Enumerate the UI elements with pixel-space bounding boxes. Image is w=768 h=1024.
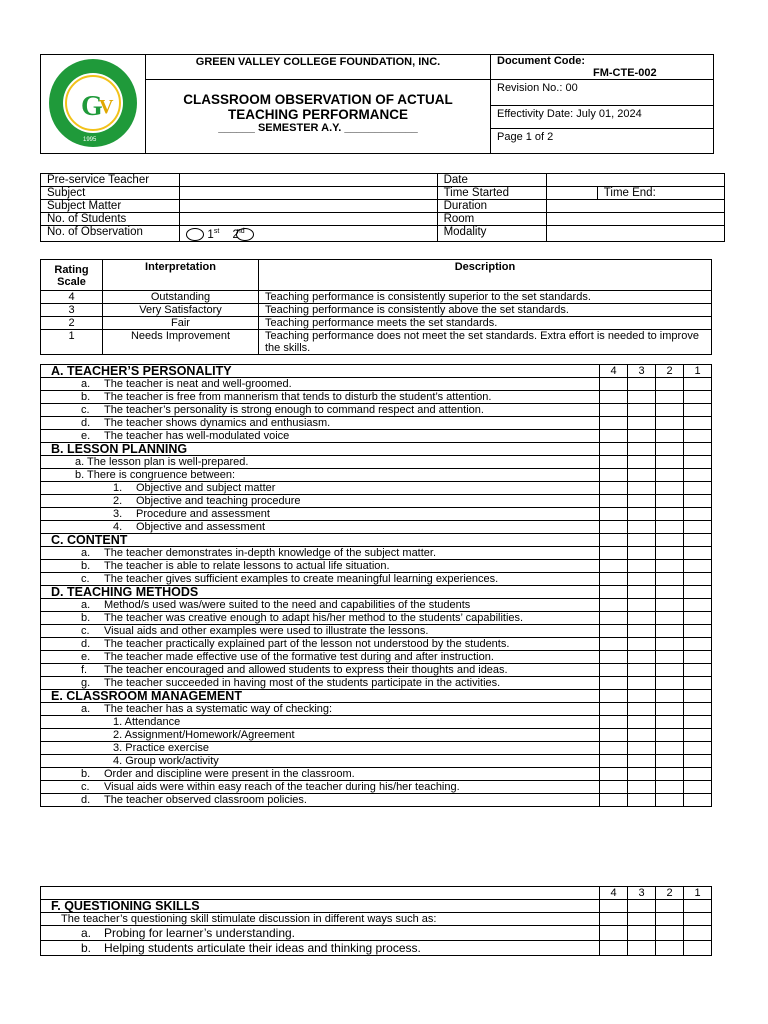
rating-description: Teaching performance is consistently above the set standards. — [259, 304, 712, 317]
rating-checkbox[interactable] — [656, 547, 684, 560]
criteria-item: c. Visual aids and other examples were used to illustrate the lessons. — [41, 625, 600, 638]
rating-interpretation: Outstanding — [103, 291, 259, 304]
criteria-item: a. The teacher is neat and well-groomed. — [41, 378, 600, 391]
criteria-item: f. The teacher encouraged and allowed students to express their thoughts and ideas. — [41, 664, 600, 677]
rating-checkbox[interactable] — [628, 599, 656, 612]
rating-checkbox[interactable] — [656, 612, 684, 625]
rating-checkbox[interactable] — [600, 755, 628, 768]
rating-checkbox[interactable] — [600, 638, 628, 651]
section-title: A. TEACHER’S PERSONALITY — [41, 365, 600, 378]
rating-checkbox[interactable] — [600, 690, 628, 703]
rating-checkbox[interactable] — [684, 926, 712, 941]
rating-checkbox[interactable] — [656, 651, 684, 664]
criteria-subitem: 1. Objective and subject matter — [41, 482, 600, 495]
criteria-table — [40, 364, 712, 807]
rating-checkbox[interactable] — [656, 926, 684, 941]
rating-checkbox[interactable] — [600, 404, 628, 417]
info-row — [41, 174, 725, 187]
criteria-item: d. The teacher observed classroom policies. — [41, 794, 600, 807]
rating-checkbox[interactable] — [684, 521, 712, 534]
rating-checkbox[interactable] — [628, 573, 656, 586]
criteria-row — [41, 768, 712, 781]
first-label: 1st — [207, 228, 220, 241]
rating-description: Teaching performance meets the set standards. — [259, 317, 712, 330]
scale-head: 2 — [656, 887, 684, 900]
info-label: Date — [437, 174, 546, 187]
info-row — [41, 187, 725, 200]
criteria-row — [41, 443, 712, 456]
criteria-item: c. The teacher gives sufficient examples to create meaningful learning experiences. — [41, 573, 600, 586]
rating-checkbox[interactable] — [656, 716, 684, 729]
questioning-skills-table — [40, 886, 712, 956]
criteria-row — [41, 534, 712, 547]
rating-checkbox[interactable] — [656, 755, 684, 768]
rating-checkbox[interactable] — [628, 677, 656, 690]
time-end-label[interactable]: Time End: — [597, 187, 724, 200]
rating-scale-header: Rating Scale — [41, 260, 103, 291]
rating-checkbox[interactable] — [684, 417, 712, 430]
rating-checkbox[interactable] — [628, 586, 656, 599]
rating-value: 3 — [41, 304, 103, 317]
info-label: Time Started — [437, 187, 546, 200]
rating-checkbox[interactable] — [600, 768, 628, 781]
info-row — [41, 200, 725, 213]
rating-checkbox[interactable] — [684, 677, 712, 690]
rating-checkbox[interactable] — [628, 625, 656, 638]
logo-cell — [41, 55, 146, 154]
criteria-item: a. Method/s used was/were suited to the need and capabilities of the students — [41, 599, 600, 612]
rating-checkbox[interactable] — [684, 443, 712, 456]
criteria-subitem: 4. Objective and assessment — [41, 521, 600, 534]
rating-checkbox[interactable] — [600, 534, 628, 547]
rating-checkbox[interactable] — [600, 430, 628, 443]
criteria-row — [41, 703, 712, 716]
rating-description: Teaching performance does not meet the set standards. Extra effort is needed to improve the skills. — [259, 330, 712, 355]
rating-checkbox[interactable] — [628, 378, 656, 391]
rating-checkbox[interactable] — [656, 521, 684, 534]
rating-checkbox[interactable] — [656, 781, 684, 794]
criteria-row — [41, 742, 712, 755]
rating-checkbox[interactable] — [684, 742, 712, 755]
criteria-item: b. There is congruence between: — [41, 469, 600, 482]
semester-line: ______ SEMESTER A.Y. ____________ — [218, 122, 418, 134]
rating-checkbox[interactable] — [684, 781, 712, 794]
criteria-row — [41, 716, 712, 729]
rating-checkbox[interactable] — [628, 430, 656, 443]
rating-checkbox[interactable] — [600, 742, 628, 755]
rating-checkbox[interactable] — [600, 651, 628, 664]
rating-checkbox[interactable] — [600, 469, 628, 482]
rating-checkbox[interactable] — [684, 560, 712, 573]
rating-checkbox[interactable] — [656, 560, 684, 573]
info-value-field[interactable] — [546, 200, 724, 213]
rating-checkbox[interactable] — [600, 482, 628, 495]
rating-checkbox[interactable] — [656, 900, 684, 913]
criteria-item: d. The teacher shows dynamics and enthusiasm. — [41, 417, 600, 430]
rating-checkbox[interactable] — [656, 404, 684, 417]
rating-checkbox[interactable] — [684, 703, 712, 716]
rating-scale-table — [40, 259, 712, 355]
rating-checkbox[interactable] — [684, 913, 712, 926]
section-title: F. QUESTIONING SKILLS — [41, 900, 600, 913]
info-value-field[interactable] — [180, 187, 437, 200]
rating-checkbox[interactable] — [684, 638, 712, 651]
rating-checkbox[interactable] — [684, 612, 712, 625]
rating-checkbox[interactable] — [684, 586, 712, 599]
rating-checkbox[interactable] — [600, 625, 628, 638]
logo-letter-g: G — [81, 91, 103, 122]
rating-checkbox[interactable] — [628, 443, 656, 456]
info-value-field[interactable] — [546, 174, 724, 187]
rating-checkbox[interactable] — [656, 768, 684, 781]
criteria-row — [41, 690, 712, 703]
rating-checkbox[interactable] — [628, 913, 656, 926]
time-started-field[interactable] — [546, 187, 597, 200]
form-title-line1: CLASSROOM OBSERVATION OF ACTUAL — [183, 92, 453, 107]
rating-row — [41, 304, 712, 317]
criteria-item: d. The teacher practically explained part of the lesson not understood by the students. — [41, 638, 600, 651]
form-title-line2: TEACHING PERFORMANCE — [227, 107, 408, 122]
criteria-row — [41, 404, 712, 417]
rating-checkbox[interactable] — [684, 391, 712, 404]
info-value-field[interactable] — [180, 174, 437, 187]
info-value-field[interactable] — [546, 226, 724, 242]
rating-checkbox[interactable] — [656, 664, 684, 677]
rating-checkbox[interactable] — [656, 625, 684, 638]
criteria-subitem: 3. Procedure and assessment — [41, 508, 600, 521]
criteria-item: a. The teacher has a systematic way of checking: — [41, 703, 600, 716]
criteria-row — [41, 482, 712, 495]
rating-checkbox[interactable] — [600, 599, 628, 612]
rating-checkbox[interactable] — [656, 417, 684, 430]
scale-head: 4 — [600, 887, 628, 900]
rating-checkbox[interactable] — [628, 456, 656, 469]
rating-checkbox[interactable] — [684, 534, 712, 547]
rating-checkbox[interactable] — [656, 482, 684, 495]
rating-checkbox[interactable] — [600, 456, 628, 469]
criteria-subitem: 4. Group work/activity — [41, 755, 600, 768]
section-header-row — [41, 365, 712, 378]
criteria-item: b. Order and discipline were present in the classroom. — [41, 768, 600, 781]
section-title: E. CLASSROOM MANAGEMENT — [41, 690, 600, 703]
criteria-item: g. The teacher succeeded in having most of the students participate in the activities. — [41, 677, 600, 690]
criteria-row — [41, 508, 712, 521]
criteria-item: e. The teacher has well-modulated voice — [41, 430, 600, 443]
rating-checkbox[interactable] — [628, 703, 656, 716]
criteria-item: a. Probing for learner’s understanding. — [41, 926, 600, 941]
info-label: Subject Matter — [41, 200, 180, 213]
rating-checkbox[interactable] — [684, 625, 712, 638]
rating-checkbox[interactable] — [656, 586, 684, 599]
rating-checkbox[interactable] — [656, 677, 684, 690]
rating-checkbox[interactable] — [684, 794, 712, 807]
rating-checkbox[interactable] — [684, 495, 712, 508]
criteria-row — [41, 573, 712, 586]
rating-checkbox[interactable] — [600, 378, 628, 391]
rating-row — [41, 317, 712, 330]
rating-checkbox[interactable] — [600, 664, 628, 677]
criteria-row — [41, 469, 712, 482]
rating-checkbox[interactable] — [600, 547, 628, 560]
rating-checkbox[interactable] — [600, 703, 628, 716]
rating-checkbox[interactable] — [600, 612, 628, 625]
scale-head: 4 — [600, 365, 628, 378]
rating-checkbox[interactable] — [684, 941, 712, 956]
rating-checkbox[interactable] — [656, 729, 684, 742]
criteria-row — [41, 794, 712, 807]
rating-checkbox[interactable] — [628, 664, 656, 677]
criteria-row — [41, 729, 712, 742]
form-title-cell — [146, 80, 491, 154]
rating-value: 1 — [41, 330, 103, 355]
criteria-row — [41, 495, 712, 508]
college-seal-logo — [41, 55, 145, 150]
rating-checkbox[interactable] — [628, 560, 656, 573]
info-label: Subject — [41, 187, 180, 200]
criteria-row — [41, 625, 712, 638]
rating-checkbox[interactable] — [628, 768, 656, 781]
rating-checkbox[interactable] — [628, 755, 656, 768]
rating-checkbox[interactable] — [600, 560, 628, 573]
rating-checkbox[interactable] — [628, 941, 656, 956]
rating-checkbox[interactable] — [628, 638, 656, 651]
rating-checkbox[interactable] — [600, 443, 628, 456]
criteria-row — [41, 599, 712, 612]
rating-checkbox[interactable] — [600, 913, 628, 926]
info-label: No. of Students — [41, 213, 180, 226]
rating-checkbox[interactable] — [656, 941, 684, 956]
rating-checkbox[interactable] — [628, 781, 656, 794]
rating-checkbox[interactable] — [684, 573, 712, 586]
rating-interpretation: Fair — [103, 317, 259, 330]
rating-checkbox[interactable] — [628, 469, 656, 482]
logo-letter-v: V — [99, 96, 114, 118]
rating-checkbox[interactable] — [600, 573, 628, 586]
rating-checkbox[interactable] — [684, 508, 712, 521]
rating-row — [41, 291, 712, 304]
rating-checkbox[interactable] — [628, 534, 656, 547]
criteria-row — [41, 781, 712, 794]
rating-checkbox[interactable] — [684, 378, 712, 391]
rating-checkbox[interactable] — [684, 599, 712, 612]
rating-description: Teaching performance is consistently superior to the set standards. — [259, 291, 712, 304]
criteria-item: b. The teacher is free from mannerism that tends to disturb the student’s attention. — [41, 391, 600, 404]
rating-checkbox[interactable] — [684, 900, 712, 913]
rating-checkbox[interactable] — [628, 612, 656, 625]
doc-code-label: Document Code: — [497, 55, 585, 67]
radio-first-observation[interactable] — [186, 228, 204, 241]
criteria-item: a. The lesson plan is well-prepared. — [41, 456, 600, 469]
criteria-row — [41, 456, 712, 469]
rating-checkbox[interactable] — [656, 456, 684, 469]
interpretation-header: Interpretation — [103, 260, 259, 291]
rating-interpretation: Needs Improvement — [103, 330, 259, 355]
info-value-field[interactable] — [180, 200, 437, 213]
rating-checkbox[interactable] — [656, 573, 684, 586]
rating-checkbox[interactable] — [628, 900, 656, 913]
rating-checkbox[interactable] — [684, 664, 712, 677]
rating-checkbox[interactable] — [628, 482, 656, 495]
rating-checkbox[interactable] — [656, 913, 684, 926]
criteria-item: c. Visual aids were within easy reach of the teacher during his/her teaching. — [41, 781, 600, 794]
rating-interpretation: Very Satisfactory — [103, 304, 259, 317]
rating-checkbox[interactable] — [600, 521, 628, 534]
rating-checkbox[interactable] — [600, 729, 628, 742]
rating-checkbox[interactable] — [684, 690, 712, 703]
info-row — [41, 213, 725, 226]
rating-checkbox[interactable] — [600, 900, 628, 913]
section-intro: The teacher’s questioning skill stimulate discussion in different ways such as: — [41, 913, 600, 926]
criteria-row — [41, 430, 712, 443]
rating-checkbox[interactable] — [628, 508, 656, 521]
rating-checkbox[interactable] — [656, 638, 684, 651]
rating-checkbox[interactable] — [656, 599, 684, 612]
rating-checkbox[interactable] — [684, 404, 712, 417]
criteria-item: b. The teacher was creative enough to adapt his/her method to the students’ capabilities. — [41, 612, 600, 625]
rating-checkbox[interactable] — [684, 768, 712, 781]
info-value-field[interactable] — [546, 213, 724, 226]
scale-head: 1 — [684, 365, 712, 378]
radio-second-observation[interactable] — [236, 228, 254, 241]
section-title: D. TEACHING METHODS — [41, 586, 600, 599]
rating-checkbox[interactable] — [656, 742, 684, 755]
criteria-item: e. The teacher made effective use of the formative test during and after instruction. — [41, 651, 600, 664]
info-label: Pre-service Teacher — [41, 174, 180, 187]
criteria-item: b. Helping students articulate their ideas and thinking process. — [41, 941, 600, 956]
criteria-row — [41, 651, 712, 664]
info-row — [41, 226, 725, 242]
rating-checkbox[interactable] — [684, 716, 712, 729]
rating-checkbox[interactable] — [628, 729, 656, 742]
rating-checkbox[interactable] — [628, 404, 656, 417]
rating-checkbox[interactable] — [628, 926, 656, 941]
rating-checkbox[interactable] — [628, 391, 656, 404]
rating-value: 2 — [41, 317, 103, 330]
section-title: C. CONTENT — [41, 534, 600, 547]
rating-checkbox[interactable] — [684, 456, 712, 469]
rating-checkbox[interactable] — [628, 521, 656, 534]
logo-year: 1995 — [83, 137, 97, 143]
rating-checkbox[interactable] — [600, 794, 628, 807]
criteria-subitem: 1. Attendance — [41, 716, 600, 729]
criteria-row — [41, 677, 712, 690]
rating-checkbox[interactable] — [628, 547, 656, 560]
rating-checkbox[interactable] — [684, 469, 712, 482]
criteria-row — [41, 586, 712, 599]
rating-checkbox[interactable] — [656, 391, 684, 404]
rating-checkbox[interactable] — [600, 391, 628, 404]
criteria-row — [41, 755, 712, 768]
rating-checkbox[interactable] — [628, 417, 656, 430]
rating-checkbox[interactable] — [656, 378, 684, 391]
rating-checkbox[interactable] — [656, 534, 684, 547]
description-header: Description — [259, 260, 712, 291]
section-title: B. LESSON PLANNING — [41, 443, 600, 456]
rating-checkbox[interactable] — [628, 690, 656, 703]
scale-head: 3 — [628, 887, 656, 900]
org-name: GREEN VALLEY COLLEGE FOUNDATION, INC. — [146, 55, 491, 80]
criteria-item: a. The teacher demonstrates in-depth knowledge of the subject matter. — [41, 547, 600, 560]
rating-checkbox[interactable] — [656, 469, 684, 482]
revision-no: Revision No.: 00 — [491, 80, 714, 106]
criteria-row — [41, 378, 712, 391]
criteria-row — [41, 560, 712, 573]
rating-checkbox[interactable] — [684, 651, 712, 664]
criteria-row — [41, 638, 712, 651]
info-label: Room — [437, 213, 546, 226]
criteria-row — [41, 664, 712, 677]
rating-checkbox[interactable] — [628, 716, 656, 729]
criteria-subitem: 2. Assignment/Homework/Agreement — [41, 729, 600, 742]
criteria-item: c. The teacher’s personality is strong enough to command respect and attention. — [41, 404, 600, 417]
rating-checkbox[interactable] — [600, 781, 628, 794]
criteria-row — [41, 417, 712, 430]
scale-head: 1 — [684, 887, 712, 900]
rating-checkbox[interactable] — [684, 755, 712, 768]
doc-code-value: FM-CTE-002 — [593, 67, 657, 79]
document-header — [40, 54, 714, 154]
rating-checkbox[interactable] — [600, 926, 628, 941]
doc-code-cell — [491, 55, 714, 80]
rating-checkbox[interactable] — [684, 482, 712, 495]
observation-info-table — [40, 173, 725, 242]
criteria-row — [41, 612, 712, 625]
page-number: Page 1 of 2 — [491, 129, 714, 154]
second-label: 2nd — [232, 228, 245, 241]
rating-checkbox[interactable] — [628, 495, 656, 508]
criteria-subitem: 2. Objective and teaching procedure — [41, 495, 600, 508]
rating-checkbox[interactable] — [656, 794, 684, 807]
rating-checkbox[interactable] — [656, 508, 684, 521]
effectivity-date: Effectivity Date: July 01, 2024 — [491, 106, 714, 129]
info-value-field[interactable] — [180, 213, 437, 226]
observation-options — [180, 226, 437, 242]
rating-checkbox[interactable] — [600, 677, 628, 690]
rating-checkbox[interactable] — [656, 703, 684, 716]
criteria-row — [41, 391, 712, 404]
rating-checkbox[interactable] — [628, 651, 656, 664]
criteria-row — [41, 521, 712, 534]
rating-checkbox[interactable] — [600, 508, 628, 521]
scale-head: 2 — [656, 365, 684, 378]
rating-checkbox[interactable] — [684, 430, 712, 443]
rating-checkbox[interactable] — [600, 417, 628, 430]
rating-checkbox[interactable] — [684, 547, 712, 560]
rating-checkbox[interactable] — [656, 495, 684, 508]
rating-checkbox[interactable] — [600, 716, 628, 729]
criteria-item: b. The teacher is able to relate lessons to actual life situation. — [41, 560, 600, 573]
criteria-row — [41, 547, 712, 560]
rating-checkbox[interactable] — [600, 586, 628, 599]
info-label: Modality — [437, 226, 546, 242]
rating-checkbox[interactable] — [684, 729, 712, 742]
rating-checkbox[interactable] — [628, 742, 656, 755]
criteria-subitem: 3. Practice exercise — [41, 742, 600, 755]
scale-head: 3 — [628, 365, 656, 378]
rating-checkbox[interactable] — [656, 430, 684, 443]
scale-header-row — [41, 887, 712, 900]
rating-value: 4 — [41, 291, 103, 304]
rating-checkbox[interactable] — [656, 690, 684, 703]
rating-row — [41, 330, 712, 355]
rating-checkbox[interactable] — [600, 941, 628, 956]
rating-checkbox[interactable] — [628, 794, 656, 807]
rating-checkbox[interactable] — [600, 495, 628, 508]
info-label: No. of Observation — [41, 226, 180, 242]
info-label: Duration — [437, 200, 546, 213]
rating-checkbox[interactable] — [656, 443, 684, 456]
